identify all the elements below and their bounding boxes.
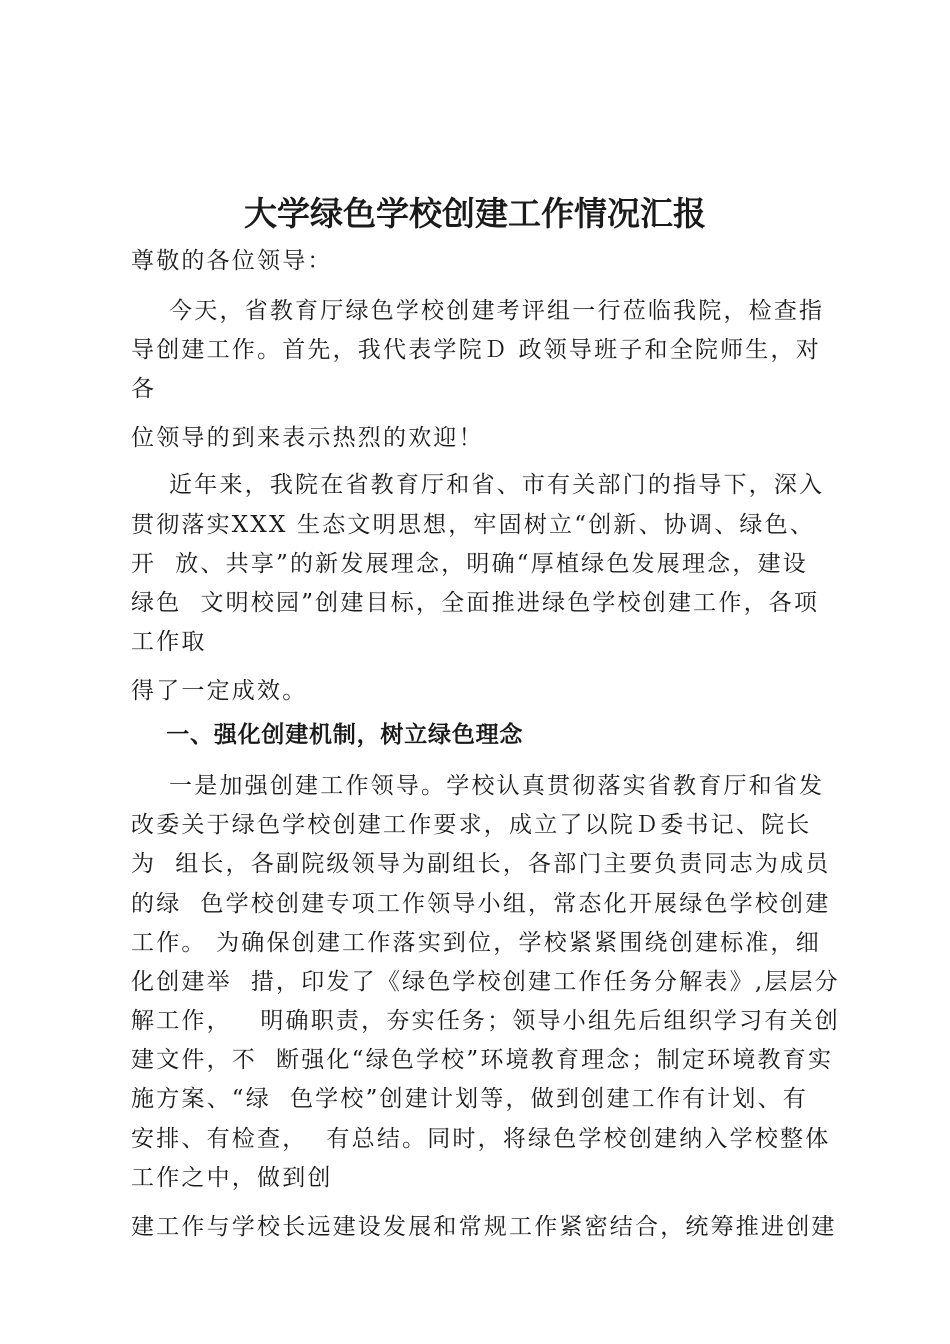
paragraph-line: 改委关于绿色学校创建工作要求，成立了以院Ｄ委书记、院长 <box>131 812 812 838</box>
paragraph-line: 工作。 为确保创建工作落实到位，学校紧紧围绕创建标准，细 <box>131 930 821 956</box>
paragraph-line: 开 放、共享”的新发展理念，明确“厚植绿色发展理念，建设 <box>131 551 808 577</box>
paragraph-line: 今天，省教育厅绿色学校创建考评组一行莅临我院，检查指 <box>131 298 825 324</box>
paragraph-line: 工作取 <box>131 629 207 655</box>
paragraph-line: 绿色 文明校园”创建目标，全面推进绿色学校创建工作，各项 <box>131 590 820 616</box>
paragraph-line: 贯彻落实XXX 生态文明思想，牢固树立“创新、协调、绿色、 <box>131 512 815 538</box>
paragraph-line: 得了一定成效。 <box>131 678 308 704</box>
paragraph-line: 施方案、“绿 色学校”创建计划等，做到创建工作有计划、有 <box>131 1086 808 1112</box>
paragraph-line: 近年来，我院在省教育厅和省、市有关部门的指导下，深入 <box>131 472 825 498</box>
paragraph-line: 导创建工作。首先，我代表学院Ｄ 政领导班子和全院师生，对 <box>131 337 821 363</box>
paragraph-line: 为 组长，各副院级领导为副组长，各部门主要负责同志为成员 <box>131 851 831 877</box>
paragraph-line: 解工作， 明确职责，夯实任务；领导小组先后组织学习有关创 <box>131 1008 840 1034</box>
section-heading: 一、强化创建机制，树立绿色理念 <box>131 722 524 748</box>
paragraph-line: 化创建举 措，印发了《绿色学校创建工作任务分解表》,层层分 <box>131 969 840 995</box>
salutation-line: 尊敬的各位领导： <box>131 248 333 274</box>
paragraph-line: 工作之中，做到创 <box>131 1165 333 1191</box>
document-title: 大学绿色学校创建工作情况汇报 <box>244 194 706 233</box>
paragraph-line: 建文件，不 断强化“绿色学校”环境教育理念；制定环境教育实 <box>131 1047 834 1073</box>
paragraph-line: 建工作与学校长远建设发展和常规工作紧密结合，统筹推进创建 <box>131 1214 837 1240</box>
paragraph-line: 位领导的到来表示热烈的欢迎！ <box>131 425 484 451</box>
paragraph-line: 的绿 色学校创建专项工作领导小组，常态化开展绿色学校创建 <box>131 891 831 917</box>
paragraph-line: 安排、有检查， 有总结。同时，将绿色学校创建纳入学校整体 <box>131 1126 831 1152</box>
paragraph-line: 一是加强创建工作领导。学校认真贯彻落实省教育厅和省发 <box>131 773 825 799</box>
paragraph-line: 各 <box>131 376 157 402</box>
